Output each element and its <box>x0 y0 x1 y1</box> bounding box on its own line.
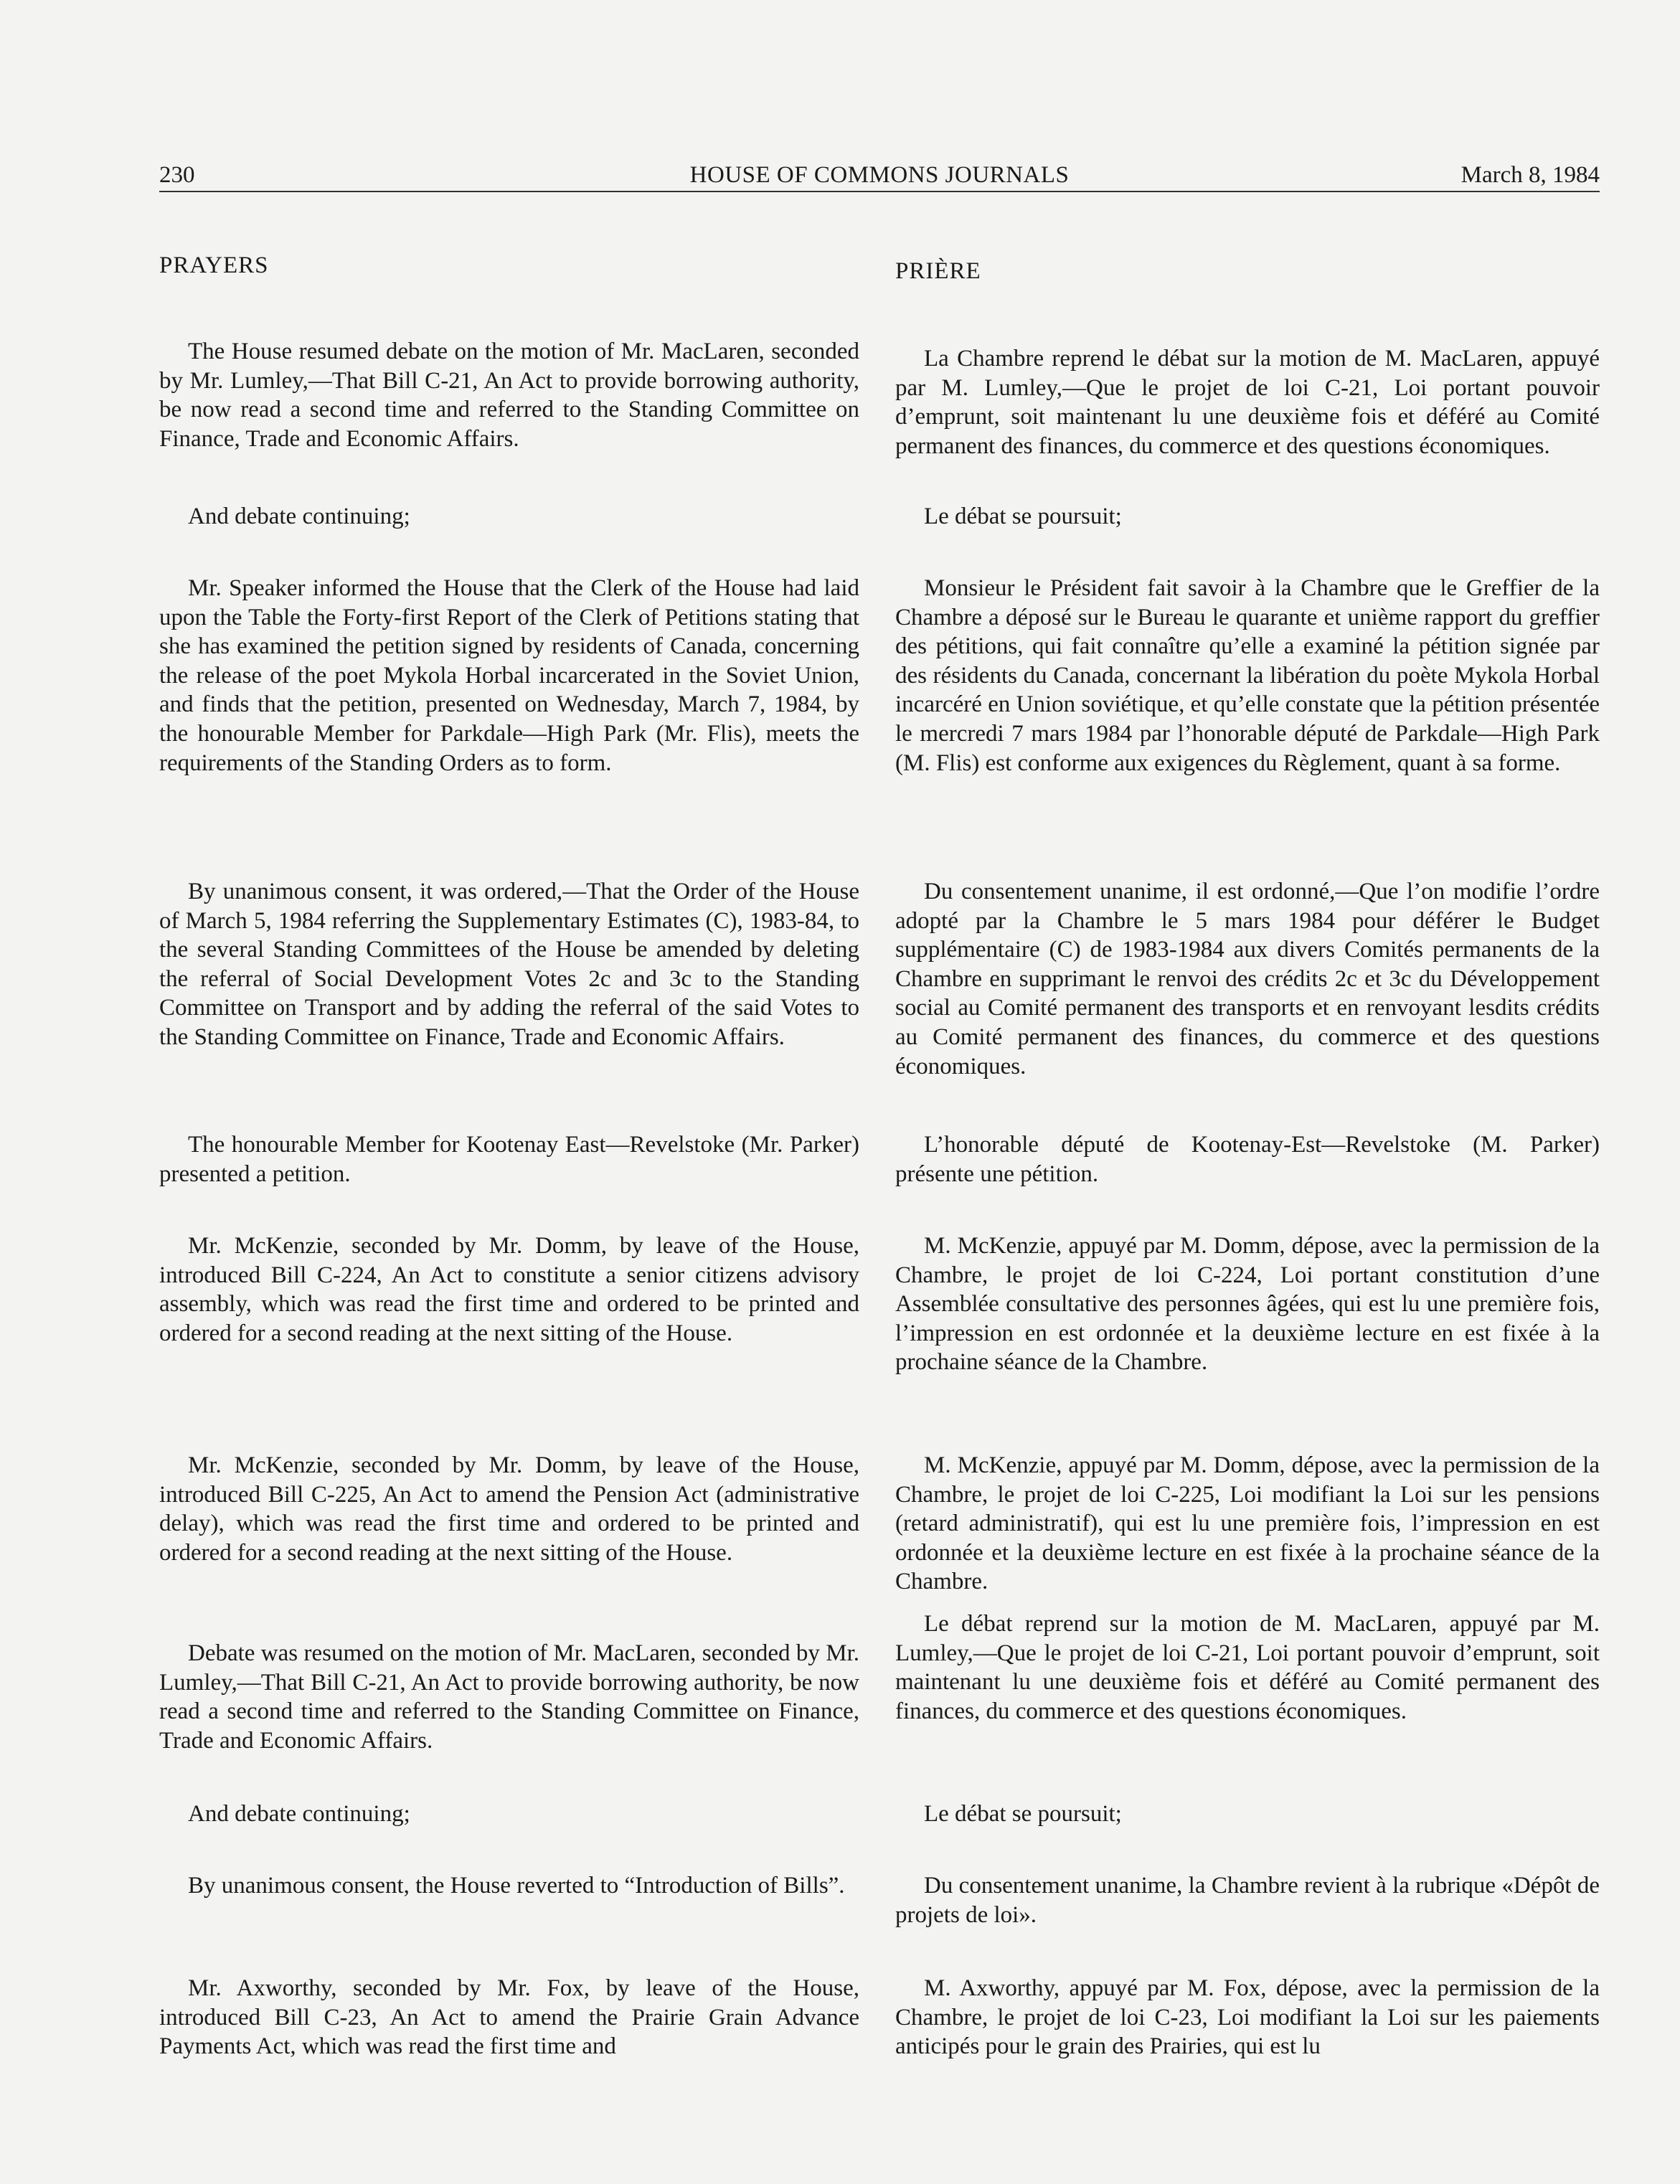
paragraph-en: And debate continuing; <box>188 1801 410 1827</box>
paragraph-en: Mr. McKenzie, seconded by Mr. Domm, by leave of the House, introduced Bill C-224, An Act to constitute a senior citizens advisory assembly, which was read the first time and ordered to be printed and ordered for a second reading at the next sitting of the House. <box>159 1233 859 1346</box>
paragraph-fr: Du consentement unanime, la Chambre revient à la rubrique «Dépôt de projets de loi». <box>895 1873 1600 1928</box>
paragraph-fr: M. Axworthy, appuyé par M. Fox, dépose, avec la permission de la Chambre, le projet de loi C-23, Loi modifiant la Loi sur les paiements anticipés pour le grain des Prairies, qui est lu <box>895 1975 1600 2060</box>
paragraph-fr: Le débat se poursuit; <box>924 504 1122 529</box>
paragraph-fr: M. McKenzie, appuyé par M. Domm, dépose, avec la permission de la Chambre, le projet de loi C-225, Loi modifiant la Loi sur les pensions (retard administratif), qui est lu une première fois, l’impression en est ordonnée et la deuxième lecture en est fixée à la prochaine séance de la Chambre. <box>895 1452 1600 1595</box>
paragraph-fr: L’honorable député de Kootenay-Est—Revelstoke (M. Parker) présente une pétition. <box>895 1132 1600 1187</box>
paragraph-fr: Du consentement unanime, il est ordonné,—Que l’on modifie l’ordre adopté par la Chambre le 5 mars 1984 pour déférer le Budget supplémentaire (C) de 1983-1984 aux divers Comités permanents de la Chambre en supprimant le renvoi des crédits 2c et 3c du Développement social au Comité permanent des transports et en renvoyant lesdits crédits au Comité permanent des finances, du commerce et des questions économiques. <box>895 879 1600 1079</box>
paragraph-fr: M. McKenzie, appuyé par M. Domm, dépose, avec la permission de la Chambre, le projet de loi C-224, Loi portant constitution d’une Assemblée consultative des personnes âgées, qui est lu une première fois, l’impression en est ordonnée et la deuxième lecture en est fixée à la prochaine séance de la Chambre. <box>895 1233 1600 1376</box>
section-heading-en: PRAYERS <box>159 252 269 278</box>
journal-title: HOUSE OF COMMONS JOURNALS <box>689 162 1070 188</box>
paragraph-en: Mr. Axworthy, seconded by Mr. Fox, by leave of the House, introduced Bill C-23, An Act to amend the Prairie Grain Advance Payments Act, which was read the first time and <box>159 1975 859 2060</box>
journal-date: March 8, 1984 <box>1460 162 1600 188</box>
header-rule <box>159 191 1600 192</box>
page-header <box>159 159 1600 191</box>
paragraph-en: Mr. McKenzie, seconded by Mr. Domm, by leave of the House, introduced Bill C-225, An Act to amend the Pension Act (administrative delay), which was read the first time and ordered to be printed and ordered for a second reading at the next sitting of the House. <box>159 1452 859 1566</box>
paragraph-en: Debate was resumed on the motion of Mr. MacLaren, seconded by Mr. Lumley,—That Bill C-21, An Act to provide borrowing authority, be now read a second time and referred to the Standing Committee on Finance, Trade and Economic Affairs. <box>159 1640 859 1754</box>
paragraph-fr: Monsieur le Président fait savoir à la Chambre que le Greffier de la Chambre a déposé sur le Bureau le quarante et unième rapport du greffier des pétitions, qui fait connaître qu’elle a examiné la pétition signée par des résidents du Canada, concernant la libération du poète Mykola Horbal incarcéré en Union soviétique, et qu’elle constate que la pétition présentée le mercredi 7 mars 1984 par l’honorable député de Parkdale—High Park (M. Flis) est conforme aux exigences du Règlement, quant à sa forme. <box>895 575 1600 776</box>
paragraph-fr: La Chambre reprend le débat sur la motion de M. MacLaren, appuyé par M. Lumley,—Que le projet de loi C-21, Loi portant pouvoir d’emprunt, soit maintenant lu une deuxième fois et déféré au Comité permanent des finances, du commerce et des questions économiques. <box>895 346 1600 459</box>
paragraph-en: The House resumed debate on the motion of Mr. MacLaren, seconded by Mr. Lumley,—That Bill C-21, An Act to provide borrowing authority, be now read a second time and referred to the Standing Committee on Finance, Trade and Economic Affairs. <box>159 339 859 452</box>
paragraph-fr: Le débat se poursuit; <box>924 1801 1122 1827</box>
paragraph-fr: Le débat reprend sur la motion de M. MacLaren, appuyé par M. Lumley,—Que le projet de loi C-21, Loi portant pouvoir d’emprunt, soit maintenant lu une deuxième fois et déféré au Comité permanent des finances, du commerce et des questions économiques. <box>895 1611 1600 1724</box>
page-number: 230 <box>159 162 195 188</box>
paragraph-en: By unanimous consent, it was ordered,—That the Order of the House of March 5, 1984 referring the Supplementary Estimates (C), 1983-84, to the several Standing Committees of the House be amended by deleting the referral of Social Development Votes 2c and 3c to the Standing Committee on Transport and by adding the referral of the said Votes to the Standing Committee on Finance, Trade and Economic Affairs. <box>159 879 859 1050</box>
section-heading-fr: PRIÈRE <box>895 258 981 284</box>
paragraph-en: And debate continuing; <box>188 504 410 529</box>
paragraph-en: The honourable Member for Kootenay East—Revelstoke (Mr. Parker) presented a petition. <box>159 1132 859 1187</box>
paragraph-en: By unanimous consent, the House reverted to “Introduction of Bills”. <box>188 1873 845 1899</box>
paragraph-en: Mr. Speaker informed the House that the Clerk of the House had laid upon the Table the Forty-first Report of the Clerk of Petitions stating that she has examined the petition signed by residents of Canada, concerning the release of the poet Mykola Horbal incarcerated in the Soviet Union, and finds that the petition, presented on Wednesday, March 7, 1984, by the honourable Member for Parkdale—High Park (Mr. Flis), meets the requirements of the Standing Orders as to form. <box>159 575 859 776</box>
